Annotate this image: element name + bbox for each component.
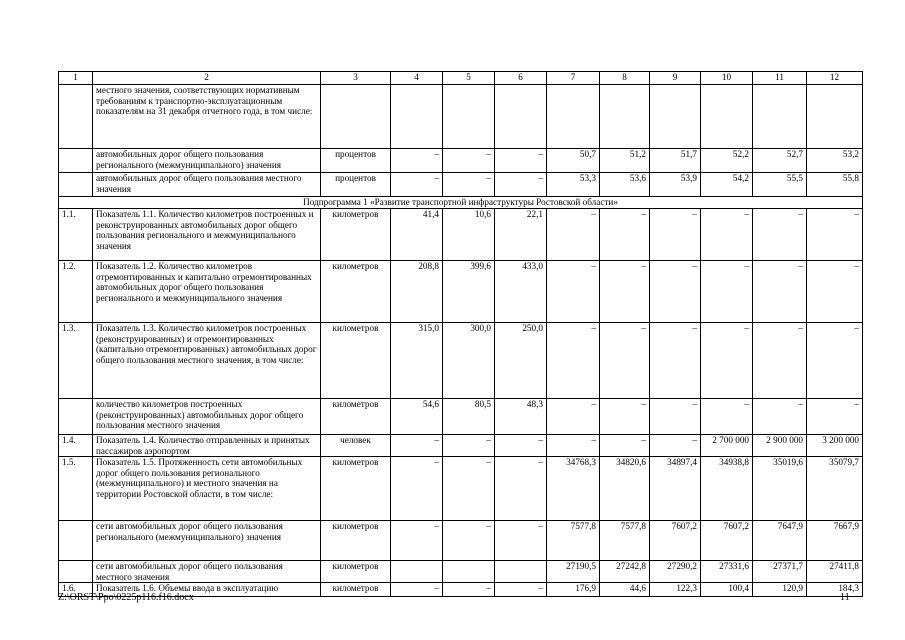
value-cell: – <box>600 261 650 323</box>
table-row <box>59 399 863 435</box>
value-cell: 27411,8 <box>807 561 863 583</box>
value-cell: 3 200 000 <box>807 435 863 457</box>
value-cell: – <box>443 521 495 561</box>
value-cell <box>650 85 701 149</box>
indicator-name-cell: Показатель 1.3. Количество километров построенных (реконструированных) и отремонтированных (капитально отремонтированных) автомобильных дорог общего пользования местного значения, в том числе: <box>93 323 321 399</box>
value-cell: 100,4 <box>701 583 753 597</box>
subprogram-row <box>59 197 863 209</box>
value-cell <box>443 561 495 583</box>
header-cell: 6 <box>495 72 547 85</box>
value-cell: 48,3 <box>495 399 547 435</box>
row-number-cell <box>59 149 93 173</box>
value-cell: 52,7 <box>753 149 807 173</box>
unit-cell: километров <box>321 521 391 561</box>
indicator-name-cell: автомобильных дорог общего пользования местного значения <box>93 173 321 197</box>
value-cell: – <box>547 261 600 323</box>
row-number-cell <box>59 561 93 583</box>
value-cell: – <box>600 323 650 399</box>
value-cell: 34897,4 <box>650 457 701 521</box>
value-cell: 27242,8 <box>600 561 650 583</box>
value-cell: – <box>391 173 443 197</box>
row-number-cell <box>59 521 93 561</box>
value-cell: – <box>701 209 753 261</box>
value-cell: – <box>495 521 547 561</box>
value-cell: – <box>650 323 701 399</box>
value-cell: – <box>443 149 495 173</box>
value-cell: 7577,8 <box>547 521 600 561</box>
table-row <box>59 85 863 149</box>
value-cell: – <box>807 261 863 323</box>
header-cell: 11 <box>753 72 807 85</box>
row-number-cell <box>59 173 93 197</box>
value-cell: 80,5 <box>443 399 495 435</box>
value-cell: 41,4 <box>391 209 443 261</box>
value-cell <box>753 85 807 149</box>
value-cell: 55,8 <box>807 173 863 197</box>
value-cell: 184,3 <box>807 583 863 597</box>
value-cell: – <box>443 435 495 457</box>
indicator-name-cell: Показатель 1.2. Количество километров отремонтированных и капитально отремонтированных автомобильных дорог общего пользования регионального и межмуниципального значения <box>93 261 321 323</box>
indicator-name-cell: сети автомобильных дорог общего пользования местного значения <box>93 561 321 583</box>
header-cell: 5 <box>443 72 495 85</box>
value-cell <box>701 85 753 149</box>
value-cell: – <box>701 323 753 399</box>
unit-cell: километров <box>321 399 391 435</box>
value-cell: – <box>443 457 495 521</box>
value-cell: 315,0 <box>391 323 443 399</box>
row-number-cell: 1.5. <box>59 457 93 521</box>
value-cell: – <box>391 583 443 597</box>
unit-cell: километров <box>321 561 391 583</box>
row-number-cell: 1.6. <box>59 583 93 597</box>
subprogram-title: Подпрограмма 1 «Развитие транспортной инфраструктуры Ростовской области» <box>59 197 863 209</box>
unit-cell: километров <box>321 261 391 323</box>
value-cell <box>807 85 863 149</box>
value-cell: 250,0 <box>495 323 547 399</box>
value-cell: 27331,6 <box>701 561 753 583</box>
indicator-name-cell: Показатель 1.6. Объемы ввода в эксплуатацию <box>93 583 321 597</box>
indicator-name-cell: Показатель 1.1. Количество километров построенных и реконструированных автомобильных дорог общего пользования регионального и межмуниципального значения <box>93 209 321 261</box>
value-cell: 22,1 <box>495 209 547 261</box>
value-cell: – <box>650 435 701 457</box>
table-row <box>59 261 863 323</box>
header-cell: 7 <box>547 72 600 85</box>
value-cell: – <box>600 399 650 435</box>
unit-cell: процентов <box>321 173 391 197</box>
value-cell: 53,6 <box>600 173 650 197</box>
value-cell: 51,7 <box>650 149 701 173</box>
value-cell: 51,2 <box>600 149 650 173</box>
header-cell: 3 <box>321 72 391 85</box>
value-cell: – <box>650 209 701 261</box>
value-cell <box>547 85 600 149</box>
value-cell: – <box>547 435 600 457</box>
value-cell <box>391 85 443 149</box>
value-cell: – <box>495 583 547 597</box>
value-cell: 27290,2 <box>650 561 701 583</box>
value-cell: 7577,8 <box>600 521 650 561</box>
header-cell: 4 <box>391 72 443 85</box>
header-cell: 12 <box>807 72 863 85</box>
value-cell: 52,2 <box>701 149 753 173</box>
indicator-name-cell: количество километров построенных (реконструированных) автомобильных дорог общего пользования местного значения <box>93 399 321 435</box>
value-cell: 34938,8 <box>701 457 753 521</box>
value-cell: – <box>391 457 443 521</box>
value-cell: – <box>443 583 495 597</box>
value-cell: – <box>753 209 807 261</box>
unit-cell: процентов <box>321 149 391 173</box>
row-number-cell: 1.4. <box>59 435 93 457</box>
value-cell: – <box>753 323 807 399</box>
header-row <box>59 72 863 85</box>
unit-cell: километров <box>321 209 391 261</box>
value-cell: 10,6 <box>443 209 495 261</box>
value-cell: 50,7 <box>547 149 600 173</box>
value-cell: 34820,6 <box>600 457 650 521</box>
header-cell: 8 <box>600 72 650 85</box>
value-cell: 433,0 <box>495 261 547 323</box>
value-cell: 44,6 <box>600 583 650 597</box>
value-cell: – <box>391 149 443 173</box>
value-cell: – <box>650 261 701 323</box>
indicator-name-cell: местного значения, соответствующих нормативным требованиям к транспортно-эксплуатационным показателям на 31 декабря отчетного года, в том числе: <box>93 85 321 149</box>
row-number-cell: 1.2. <box>59 261 93 323</box>
indicator-name-cell: автомобильных дорог общего пользования регионального (межмуниципального) значения <box>93 149 321 173</box>
value-cell: – <box>495 435 547 457</box>
value-cell: 7647,9 <box>753 521 807 561</box>
value-cell: – <box>807 323 863 399</box>
value-cell: 53,9 <box>650 173 701 197</box>
value-cell: 53,3 <box>547 173 600 197</box>
unit-cell: километров <box>321 583 391 597</box>
value-cell: – <box>443 173 495 197</box>
table-row <box>59 521 863 561</box>
value-cell: – <box>753 399 807 435</box>
table-row <box>59 173 863 197</box>
value-cell: 35079,7 <box>807 457 863 521</box>
value-cell: 120,9 <box>753 583 807 597</box>
page-number: 11 <box>840 592 850 603</box>
value-cell: – <box>753 261 807 323</box>
file-path: Z:\ORST\Ppo\0225p116.f16.docx <box>58 592 194 603</box>
value-cell: – <box>391 521 443 561</box>
value-cell: 7667,9 <box>807 521 863 561</box>
value-cell <box>443 85 495 149</box>
value-cell: 2 700 000 <box>701 435 753 457</box>
table-row <box>59 435 863 457</box>
header-cell: 10 <box>701 72 753 85</box>
value-cell: – <box>495 457 547 521</box>
table-row <box>59 149 863 173</box>
value-cell: 176,9 <box>547 583 600 597</box>
table-row <box>59 209 863 261</box>
indicators-table <box>58 71 863 597</box>
row-number-cell: 1.3. <box>59 323 93 399</box>
value-cell: – <box>547 323 600 399</box>
value-cell: – <box>701 399 753 435</box>
value-cell: 122,3 <box>650 583 701 597</box>
value-cell: 34768,3 <box>547 457 600 521</box>
value-cell: – <box>701 261 753 323</box>
unit-cell <box>321 85 391 149</box>
value-cell: – <box>600 435 650 457</box>
value-cell <box>600 85 650 149</box>
value-cell: 27190,5 <box>547 561 600 583</box>
table-row <box>59 561 863 583</box>
value-cell <box>495 561 547 583</box>
value-cell: 208,8 <box>391 261 443 323</box>
table-row <box>59 457 863 521</box>
value-cell: 300,0 <box>443 323 495 399</box>
unit-cell: километров <box>321 457 391 521</box>
value-cell <box>391 561 443 583</box>
value-cell: – <box>547 399 600 435</box>
table-body <box>59 72 863 597</box>
indicator-name-cell: Показатель 1.5. Протяженность сети автомобильных дорог общего пользования регионального (межмуниципального) и местного значения на территории Ростовской области, в том числе: <box>93 457 321 521</box>
value-cell: 35019,6 <box>753 457 807 521</box>
indicator-name-cell: Показатель 1.4. Количество отправленных и принятых пассажиров аэропортом <box>93 435 321 457</box>
unit-cell: километров <box>321 323 391 399</box>
unit-cell: человек <box>321 435 391 457</box>
value-cell: – <box>391 435 443 457</box>
value-cell: 54,2 <box>701 173 753 197</box>
value-cell: 2 900 000 <box>753 435 807 457</box>
table-row <box>59 323 863 399</box>
value-cell: 399,6 <box>443 261 495 323</box>
header-cell: 1 <box>59 72 93 85</box>
value-cell: 27371,7 <box>753 561 807 583</box>
value-cell: – <box>600 209 650 261</box>
indicator-name-cell: сети автомобильных дорог общего пользования регионального (межмуниципального) значения <box>93 521 321 561</box>
value-cell: – <box>547 209 600 261</box>
value-cell: 7607,2 <box>701 521 753 561</box>
value-cell: – <box>495 173 547 197</box>
value-cell: – <box>650 399 701 435</box>
value-cell: 55,5 <box>753 173 807 197</box>
row-number-cell <box>59 85 93 149</box>
value-cell: 53,2 <box>807 149 863 173</box>
value-cell: – <box>807 399 863 435</box>
value-cell: – <box>495 149 547 173</box>
value-cell: – <box>807 209 863 261</box>
header-cell: 9 <box>650 72 701 85</box>
row-number-cell: 1.1. <box>59 209 93 261</box>
value-cell: 7607,2 <box>650 521 701 561</box>
header-cell: 2 <box>93 72 321 85</box>
value-cell: 54,6 <box>391 399 443 435</box>
row-number-cell <box>59 399 93 435</box>
value-cell <box>495 85 547 149</box>
